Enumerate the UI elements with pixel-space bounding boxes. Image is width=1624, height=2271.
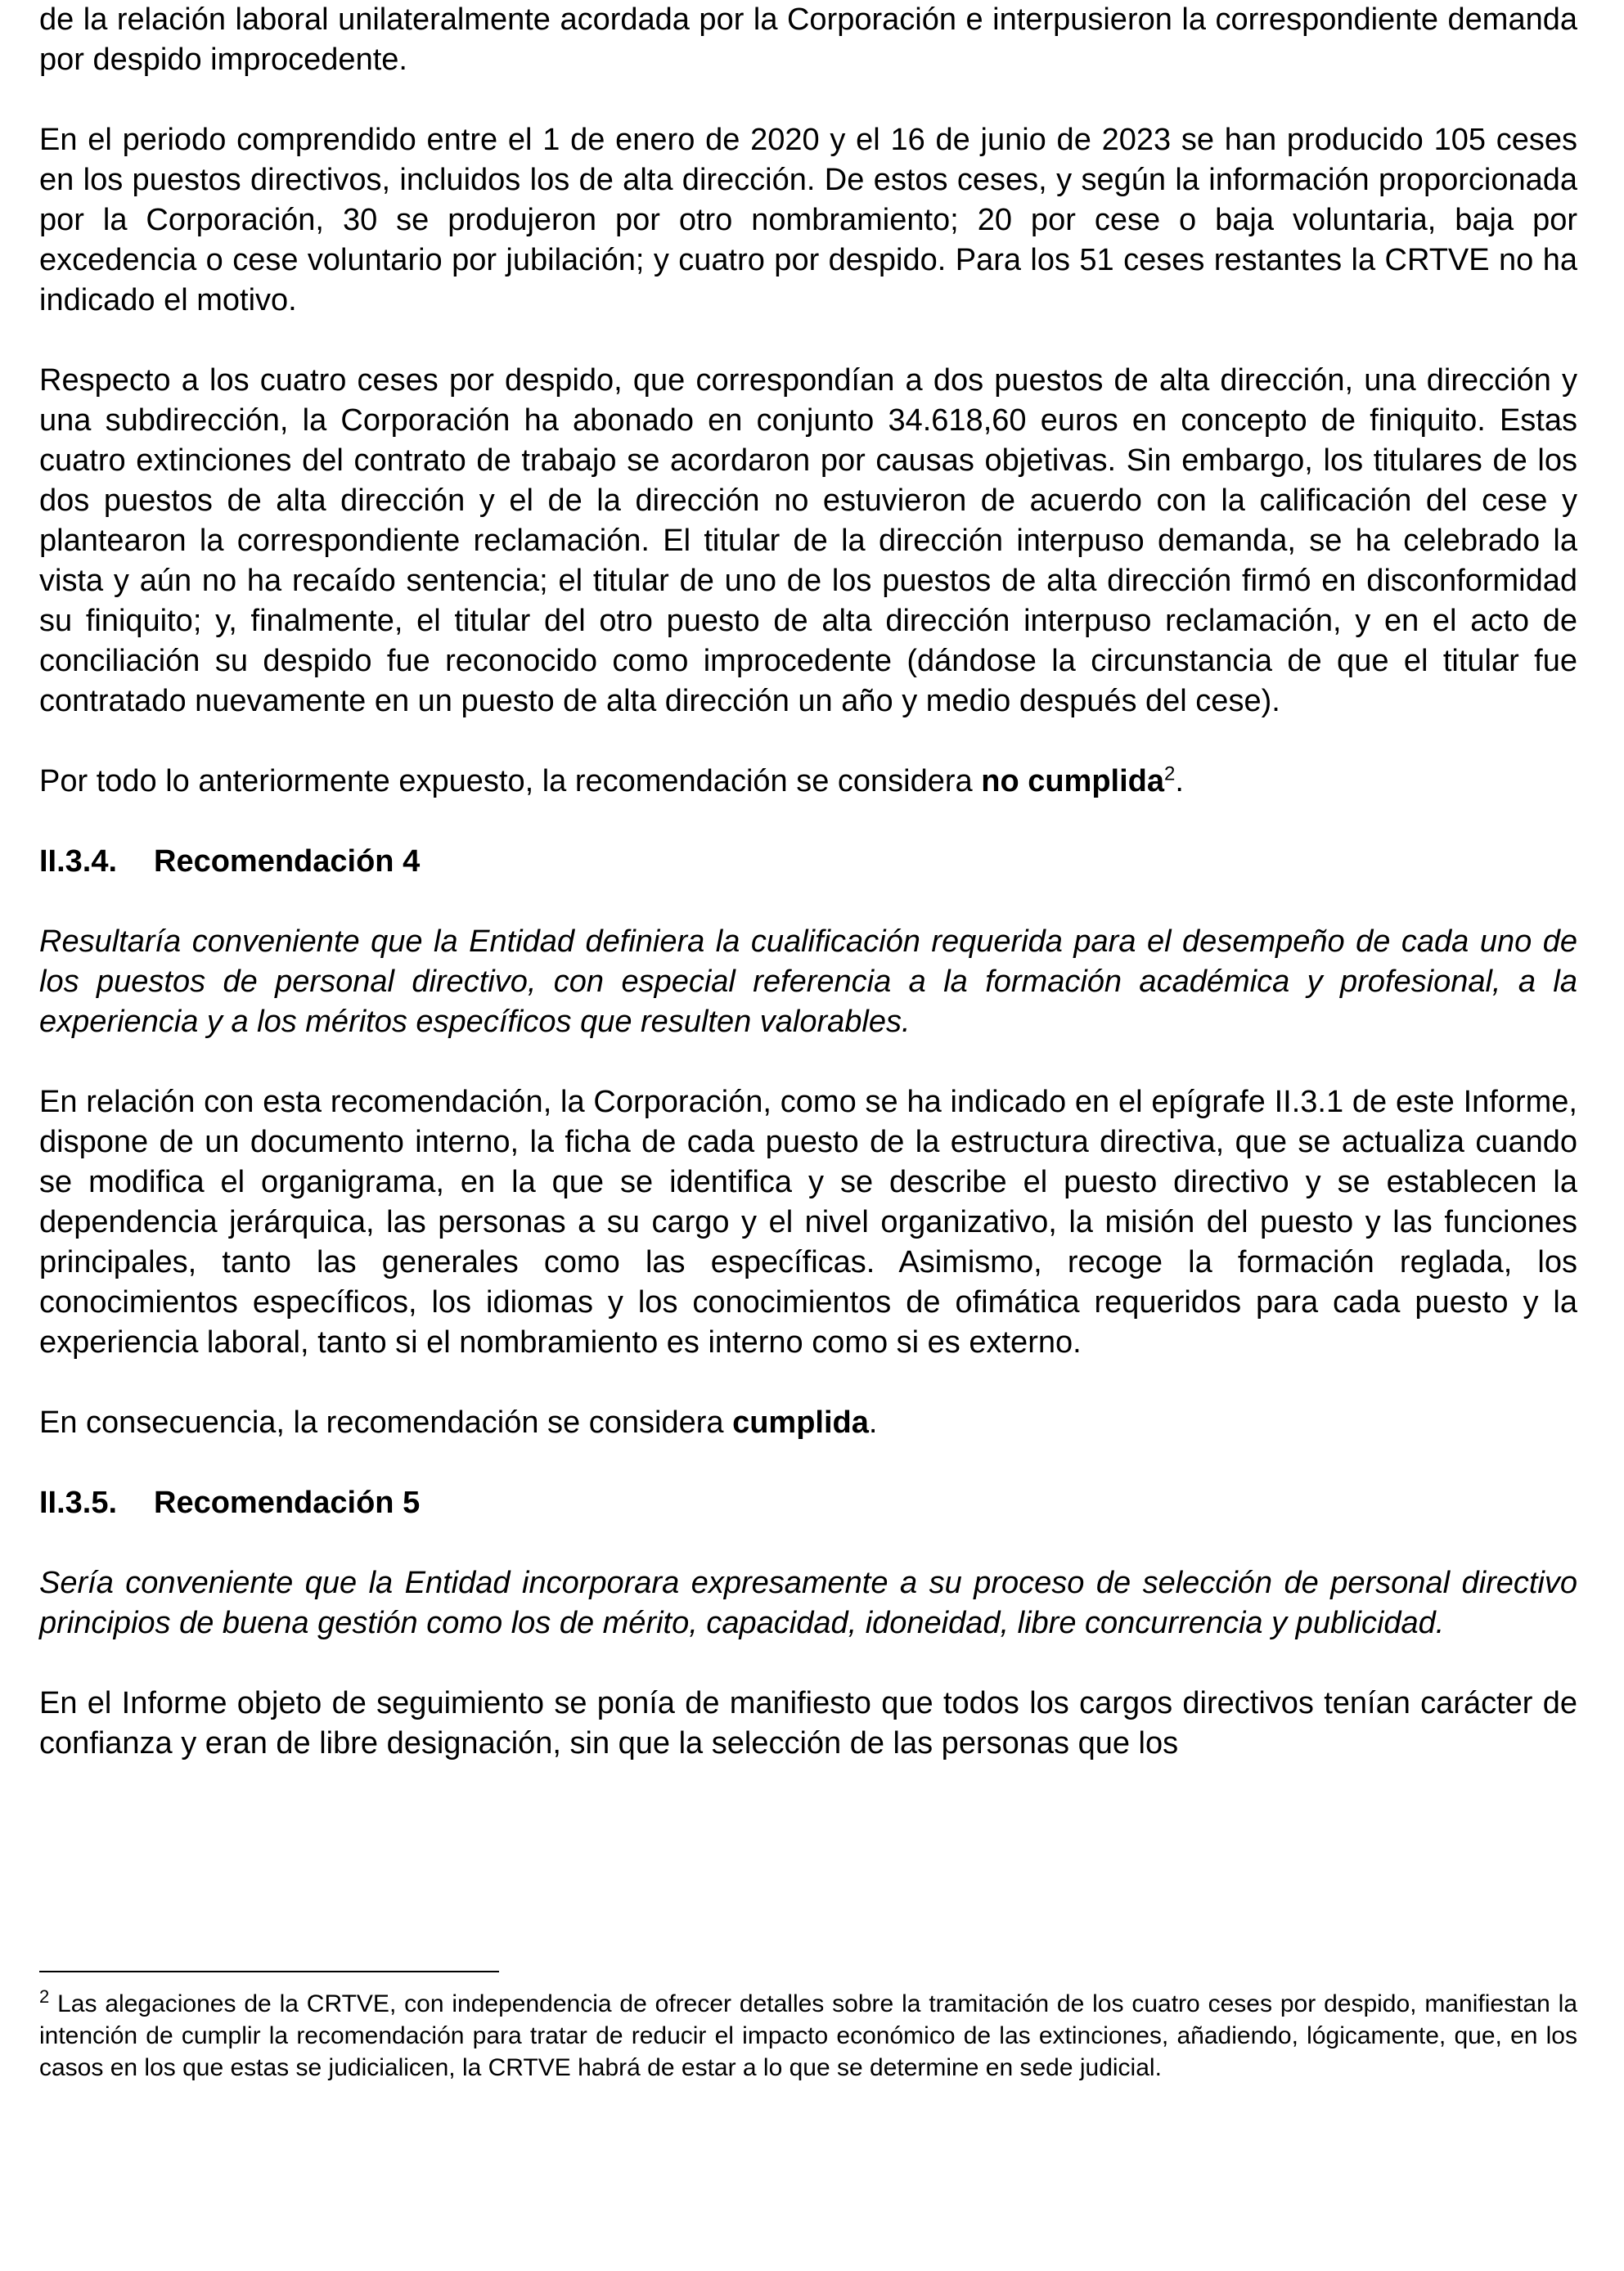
- section-heading-rec4: [39, 842, 1577, 882]
- section-title: Recomendación 5: [154, 1486, 421, 1520]
- document-page: [39, 0, 1577, 1764]
- section-title: Recomendación 4: [154, 844, 421, 879]
- footnote-2: [39, 1988, 1577, 2084]
- section-number: II.3.4.: [39, 844, 118, 879]
- conclusion-end: .: [868, 1405, 878, 1440]
- recommendation-text-rec5: Sería conveniente que la Entidad incorporara expresamente a su proceso de selección de personal directivo principios de buena gestión como los de mérito, capacidad, idoneidad, libre concurrencia y publicidad.: [39, 1566, 1577, 1640]
- paragraph-despidos: Respecto a los cuatro ceses por despido, que correspondían a dos puestos de alta dirección, una dirección y una subdirección, la Corporación ha abonado en conjunto 34.618,60 euros en concepto de finiquito. Estas cuatro extinciones del contrato de trabajo se acordaron por causas objetivas. Sin embargo, los titulares de los dos puestos de alta dirección y el de la dirección no estuvieron de acuerdo con la calificación del cese y plantearon la correspondiente reclamación. El titular de la dirección interpuso demanda, se ha celebrado la vista y aún no ha recaído sentencia; el titular de uno de los puestos de alta dirección firmó en disconformidad su finiquito; y, finalmente, el titular del otro puesto de alta dirección interpuso reclamación, y en el acto de conciliación su despido fue reconocido como improcedente (dándose la circunstancia de que el titular fue contratado nuevamente en un puesto de alta dirección un año y medio después del cese).: [39, 363, 1577, 718]
- footnote-divider: [39, 1971, 499, 1972]
- conclusion-status: cumplida: [732, 1405, 869, 1440]
- section-number: II.3.5.: [39, 1486, 118, 1520]
- footnote-ref[interactable]: 2: [1164, 762, 1176, 785]
- paragraph-rec4-body: En relación con esta recomendación, la Corporación, como se ha indicado en el epígrafe II.3.1 de este Informe, dispone de un documento interno, la ficha de cada puesto de la estructura directiva, que se actualiza cuando se modifica el organigrama, en la que se identifica y se describe el puesto directivo y se establecen la dependencia jerárquica, las personas a su cargo y el nivel organizativo, la misión del puesto y las funciones principales, tanto las generales como las específicas. Asimismo, recoge la formación reglada, los conocimientos específicos, los idiomas y los conocimientos de ofimática requeridos para cada puesto y la experiencia laboral, tanto si el nombramiento es interno como si es externo.: [39, 1085, 1577, 1360]
- recommendation-text-rec4: Resultaría conveniente que la Entidad definiera la cualificación requerida para el desempeño de cada uno de los puestos de personal directivo, con especial referencia a la formación académica y profesional, a la experiencia y a los méritos específicos que resulten valorables.: [39, 924, 1577, 1039]
- footnotes: [39, 1988, 1577, 2084]
- conclusion-text: En consecuencia, la recomendación se considera: [39, 1405, 733, 1440]
- conclusion-text: Por todo lo anteriormente expuesto, la recomendación se considera: [39, 764, 982, 798]
- paragraph-continuation: de la relación laboral unilateralmente acordada por la Corporación e interpusieron la correspondiente demanda por despido improcedente.: [39, 2, 1577, 77]
- paragraph-ceses-summary: En el periodo comprendido entre el 1 de enero de 2020 y el 16 de junio de 2023 se han producido 105 ceses en los puestos directivos, incluidos los de alta dirección. De estos ceses, y según la información proporcionada por la Corporación, 30 se produjeron por otro nombramiento; 20 por cese o baja voluntaria, baja por excedencia o cese voluntario por jubilación; y cuatro por despido. Para los 51 ceses restantes la CRTVE no ha indicado el motivo.: [39, 123, 1577, 317]
- conclusion-status: no cumplida: [981, 764, 1165, 798]
- footnote-text: Las alegaciones de la CRTVE, con independencia de ofrecer detalles sobre la tramitación de los cuatro ceses por despido, manifiestan la intención de cumplir la recomendación para tratar de reducir el impacto económico de las extinciones, añadiendo, lógicamente, que, en los casos en los que estas se judicialicen, la CRTVE habrá de estar a lo que se determine en sede judicial.: [39, 1990, 1577, 2081]
- conclusion-end: .: [1175, 764, 1184, 798]
- footnote-marker: 2: [39, 1986, 50, 2007]
- section-heading-rec5: [39, 1483, 1577, 1523]
- paragraph-conclusion-rec4: [39, 1403, 1577, 1443]
- paragraph-rec5-body: En el Informe objeto de seguimiento se ponía de manifiesto que todos los cargos directivos tenían carácter de confianza y eran de libre designación, sin que la selección de las personas que los: [39, 1686, 1577, 1761]
- paragraph-conclusion-rec3: [39, 762, 1577, 802]
